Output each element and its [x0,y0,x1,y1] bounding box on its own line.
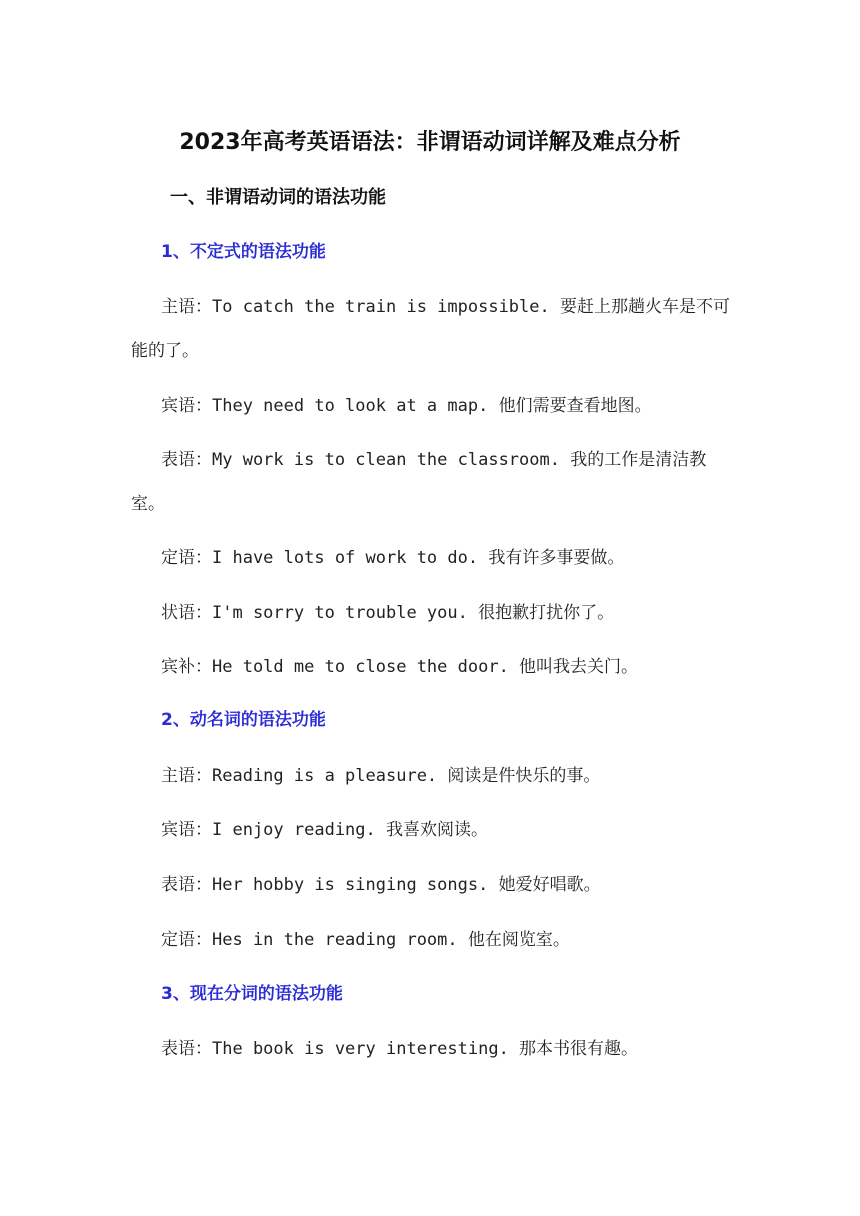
paragraph-infinitive-complement [131,645,731,689]
paragraph-text: 表语：The book is very interesting. 那本书很有趣。 [161,1039,639,1059]
paragraph-infinitive-subject [131,285,731,373]
paragraph-text: 宾语：They need to look at a map. 他们需要查看地图。 [161,396,652,416]
paragraph-participle-predicative [131,1027,731,1071]
paragraph-gerund-predicative [131,863,731,907]
paragraph-text: 宾补：He told me to close the door. 他叫我去关门。 [161,657,639,677]
document-title: 2023年高考英语语法：非谓语动词详解及难点分析 [179,130,681,155]
paragraph-text: 主语：To catch the train is impossible. 要赶上那趟火车是不可能的了。 [131,297,730,361]
paragraph-infinitive-adverbial [131,591,731,635]
paragraph-text: 定语：Hes in the reading room. 他在阅览室。 [161,930,570,950]
section-heading-1: 一、非谓语动词的语法功能 [170,187,386,208]
subsection-heading-infinitive: 1、不定式的语法功能 [161,242,326,262]
paragraph-infinitive-predicative [131,438,731,526]
paragraph-gerund-attributive [131,918,731,962]
paragraph-text: 宾语：I enjoy reading. 我喜欢阅读。 [161,820,488,840]
paragraph-text: 状语：I'm sorry to trouble you. 很抱歉打扰你了。 [161,603,615,623]
paragraph-gerund-subject [131,754,731,798]
paragraph-text: 表语：My work is to clean the classroom. 我的工作是清洁教室。 [131,450,707,514]
subsection-heading-gerund: 2、动名词的语法功能 [161,710,326,730]
paragraph-infinitive-object [131,384,731,428]
paragraph-text: 定语：I have lots of work to do. 我有许多事要做。 [161,548,625,568]
paragraph-text: 主语：Reading is a pleasure. 阅读是件快乐的事。 [161,766,601,786]
paragraph-gerund-object [131,808,731,852]
paragraph-infinitive-attributive [131,536,731,580]
paragraph-text: 表语：Her hobby is singing songs. 她爱好唱歌。 [161,875,601,895]
subsection-heading-present-participle: 3、现在分词的语法功能 [161,984,343,1004]
